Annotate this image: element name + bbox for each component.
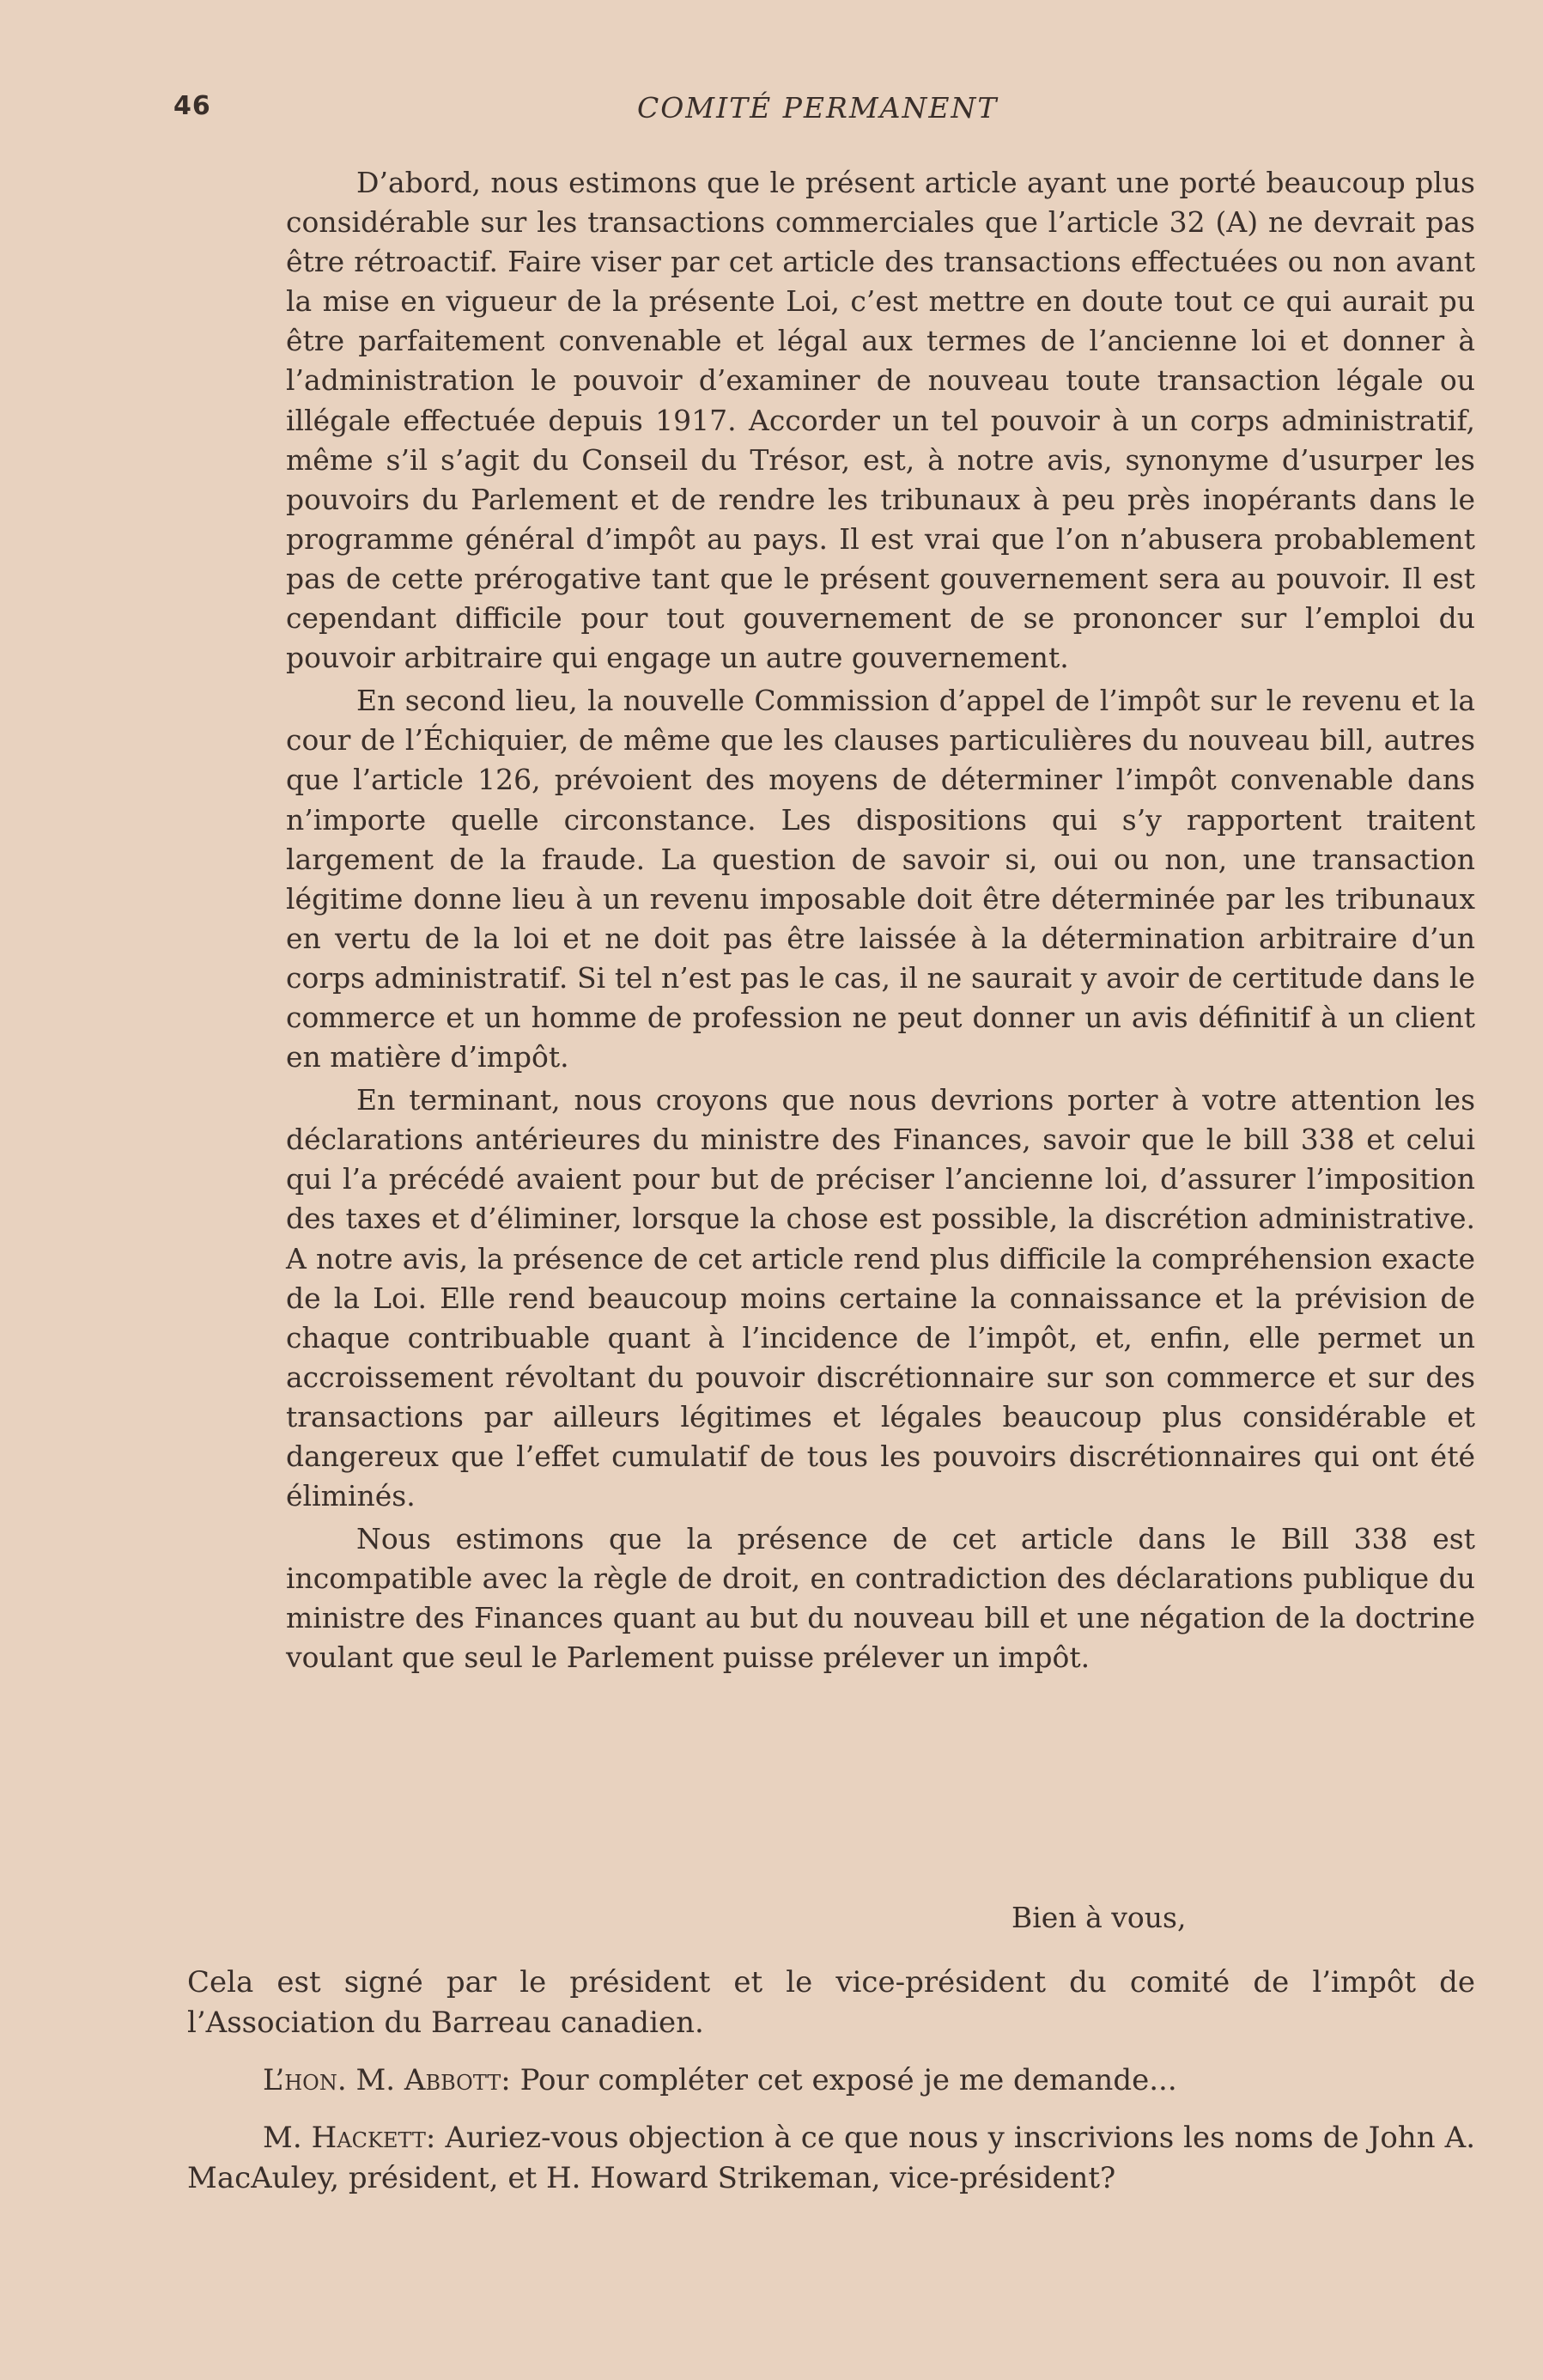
abbott-remark [187,2060,1475,2101]
page-number: 46 [173,91,211,121]
quoted-letter [286,163,1475,1682]
speaker-hackett: M. Hackett: [263,2121,436,2155]
abbott-text: Pour compléter cet exposé je me demande... [519,2063,1177,2097]
letter-closing: Bien à vous, [1011,1901,1187,1934]
signature-note: Cela est signé par le président et le vice-président du comité de l’impôt de l’Association du Barreau canadien. [187,1965,1475,2040]
letter-paragraph-4: Nous estimons que la présence de cet article dans le Bill 338 est incompatible avec la règle de droit, en contradiction des déclarations publique du ministre des Finances quant au but du nouveau bill et une négation de la doctrine voulant que seul le Parlement puisse prélever un impôt. [286,1522,1475,1675]
proceedings-text [187,1963,1475,2216]
hackett-remark [187,2118,1475,2199]
running-title: COMITÉ PERMANENT [637,91,999,125]
letter-paragraph-3: En terminant, nous croyons que nous devrions porter à votre attention les déclarations antérieures du ministre des Finances, savoir que le bill 338 et celui qui l’a précédé avaient pour but de préciser l’ancienne loi, d’assurer l’imposition des taxes et d’éliminer, lorsque la chose est possible, la discrétion administrative. A notre avis, la présence de cet article rend plus difficile la compréhension exacte de la Loi. Elle rend beaucoup moins certaine la connaissance et la prévision de chaque contribuable quant à l’incidence de l’impôt, et, enfin, elle permet un accroissement révoltant du pouvoir discrétionnaire sur son commerce et sur des transactions par ailleurs légitimes et légales beaucoup plus considérable et dangereux que l’effet cumulatif de tous les pouvoirs discrétionnaires qui ont été éliminés. [286,1083,1475,1513]
page-header [173,91,1479,134]
letter-paragraph-1: D’abord, nous estimons que le présent article ayant une porté beaucoup plus considérable sur les transactions commerciales que l’article 32 (A) ne devrait pas être rétroactif. Faire viser par cet article des transactions effectuées ou non avant la mise en vigueur de la présente Loi, c’est mettre en doute tout ce qui aurait pu être parfaitement convenable et légal aux termes de l’ancienne loi et donner à l’administration le pouvoir d’examiner de nouveau toute transaction légale ou illégale effectuée depuis 1917. Accorder un tel pouvoir à un corps administratif, même s’il s’agit du Conseil du Trésor, est, à notre avis, synonyme d’usurper les pouvoirs du Parlement et de rendre les tribunaux à peu près inopérants dans le programme général d’impôt au pays. Il est vrai que l’on n’abusera probablement pas de cette prérogative tant que le présent gouvernement sera au pouvoir. Il est cependant difficile pour tout gouvernement de se prononcer sur l’emploi du pouvoir arbitraire qui engage un autre gouvernement. [286,166,1475,675]
speaker-abbott: L’hon. M. Abbott: [263,2063,511,2097]
hackett-text: Auriez-vous objection à ce que nous y inscrivions les noms de John A. MacAuley, président, et H. Howard Strikeman, vice-président? [187,2121,1476,2195]
letter-paragraph-2: En second lieu, la nouvelle Commission d’appel de l’impôt sur le revenu et la cour de l’Échiquier, de même que les clauses particulières du nouveau bill, autres que l’article 126, prévoient des moyens de déterminer l’impôt convenable dans n’importe quelle circonstance. Les dispositions qui s’y rapportent traitent largement de la fraude. La question de savoir si, oui ou non, une transaction légitime donne lieu à un revenu imposable doit être déterminée par les tribunaux en vertu de la loi et ne doit pas être laissée à la détermination arbitraire d’un corps administratif. Si tel n’est pas le cas, il ne saurait y avoir de certitude dans le commerce et un homme de profession ne peut donner un avis définitif à un client en matière d’impôt. [286,684,1475,1074]
